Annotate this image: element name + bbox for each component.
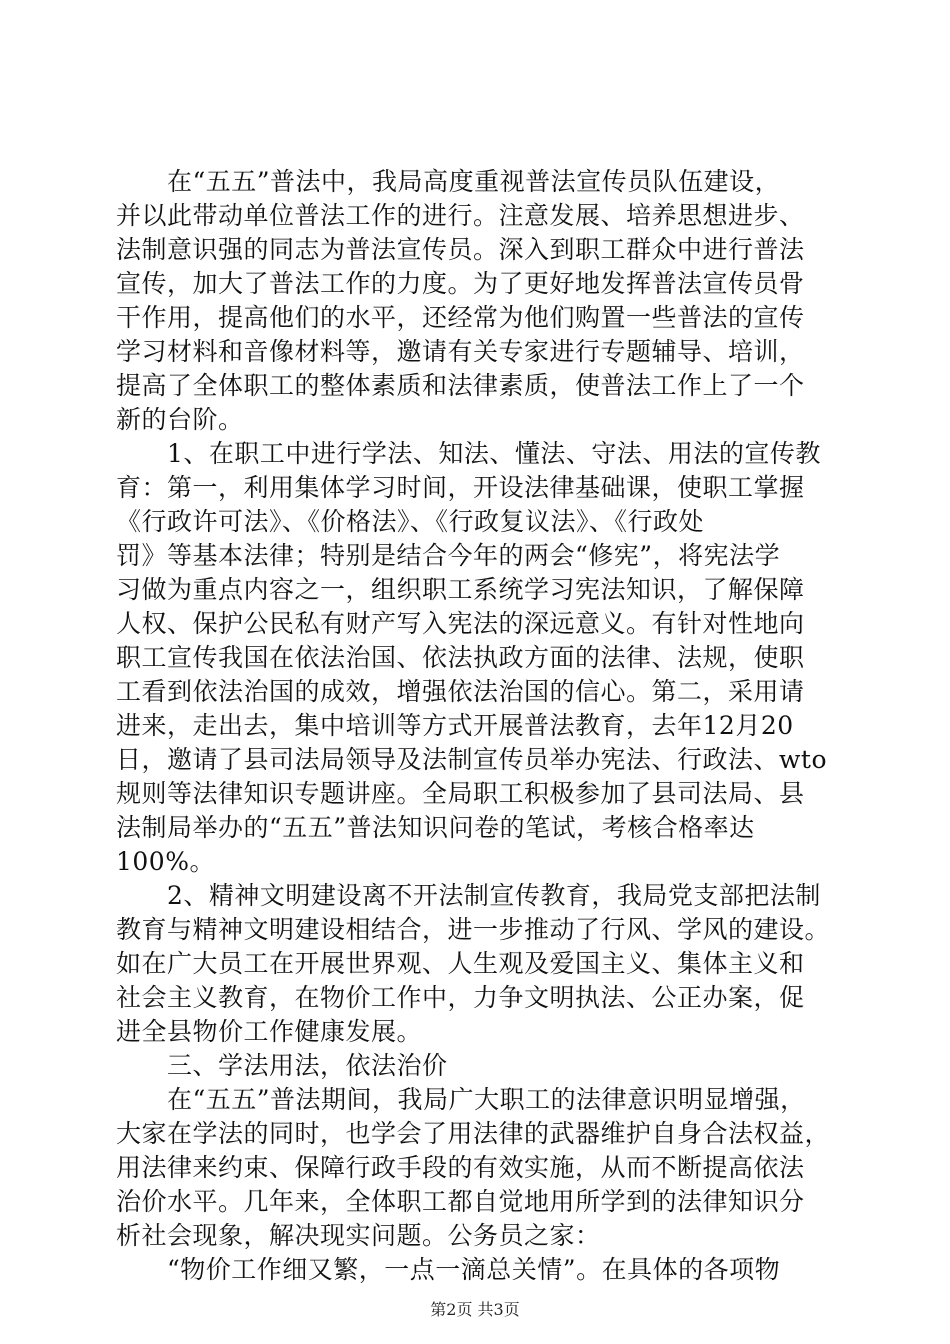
text-line: 提高了全体职工的整体素质和法律素质，使普法工作上了一个 <box>116 371 805 400</box>
text-line: 进来，走出去，集中培训等方式开展普法教育，去年12月20 <box>116 711 794 740</box>
text-line: 《行政许可法》、《价格法》、《行政复议法》、《行政处 <box>116 507 705 536</box>
text-line: 在“五五”普法期间，我局广大职工的法律意识明显增强， <box>116 1085 806 1114</box>
text-line: 2、精神文明建设离不开法制宣传教育，我局党支部把法制 <box>116 881 821 910</box>
text-line: 职工宣传我国在依法治国、依法执政方面的法律、法规，使职 <box>116 643 805 672</box>
text-line: 育：第一，利用集体学习时间，开设法律基础课，使职工掌握 <box>116 473 805 502</box>
text-line: “物价工作细又繁，一点一滴总关情”。在具体的各项物 <box>116 1255 781 1284</box>
section-heading: 三、学法用法，依法治价 <box>116 1051 448 1080</box>
text-line: 法制局举办的“五五”普法知识问卷的笔试，考核合格率达 <box>116 813 755 842</box>
text-line: 用法律来约束、保障行政手段的有效实施，从而不断提高依法 <box>116 1153 805 1182</box>
text-line: 人权、保护公民私有财产写入宪法的深远意义。有针对性地向 <box>116 609 805 638</box>
text-line: 社会主义教育，在物价工作中，力争文明执法、公正办案，促 <box>116 983 805 1012</box>
text-line: 法制意识强的同志为普法宣传员。深入到职工群众中进行普法 <box>116 235 805 264</box>
text-line: 日，邀请了县司法局领导及法制宣传员举办宪法、行政法、wto <box>116 745 827 774</box>
text-line: 干作用，提高他们的水平，还经常为他们购置一些普法的宣传 <box>116 303 805 332</box>
text-line: 在“五五”普法中，我局高度重视普法宣传员队伍建设， <box>116 167 781 196</box>
page-number: 第2页 共3页 <box>430 1300 520 1319</box>
text-line: 学习材料和音像材料等，邀请有关专家进行专题辅导、培训， <box>116 337 805 366</box>
text-line: 大家在学法的同时，也学会了用法律的武器维护自身合法权益， <box>116 1119 831 1148</box>
text-line: 进全县物价工作健康发展。 <box>116 1017 423 1046</box>
text-line: 1、在职工中进行学法、知法、懂法、守法、用法的宣传教 <box>116 439 821 468</box>
text-line: 并以此带动单位普法工作的进行。注意发展、培养思想进步、 <box>116 201 805 230</box>
text-line: 治价水平。几年来，全体职工都自觉地用所学到的法律知识分 <box>116 1187 805 1216</box>
text-line: 习做为重点内容之一，组织职工系统学习宪法知识，了解保障 <box>116 575 805 604</box>
text-line: 教育与精神文明建设相结合，进一步推动了行风、学风的建设。 <box>116 915 831 944</box>
text-line: 工看到依法治国的成效，增强依法治国的信心。第二，采用请 <box>116 677 805 706</box>
text-line: 规则等法律知识专题讲座。全局职工积极参加了县司法局、县 <box>116 779 805 808</box>
text-line: 如在广大员工在开展世界观、人生观及爱国主义、集体主义和 <box>116 949 805 978</box>
text-line: 100%。 <box>116 847 215 876</box>
text-line: 析社会现象，解决现实问题。公务员之家： <box>116 1221 601 1250</box>
text-line: 罚》等基本法律；特别是结合今年的两会“修宪”，将宪法学 <box>116 541 781 570</box>
text-line: 宣传，加大了普法工作的力度。为了更好地发挥普法宣传员骨 <box>116 269 805 298</box>
text-line: 新的台阶。 <box>116 405 244 434</box>
